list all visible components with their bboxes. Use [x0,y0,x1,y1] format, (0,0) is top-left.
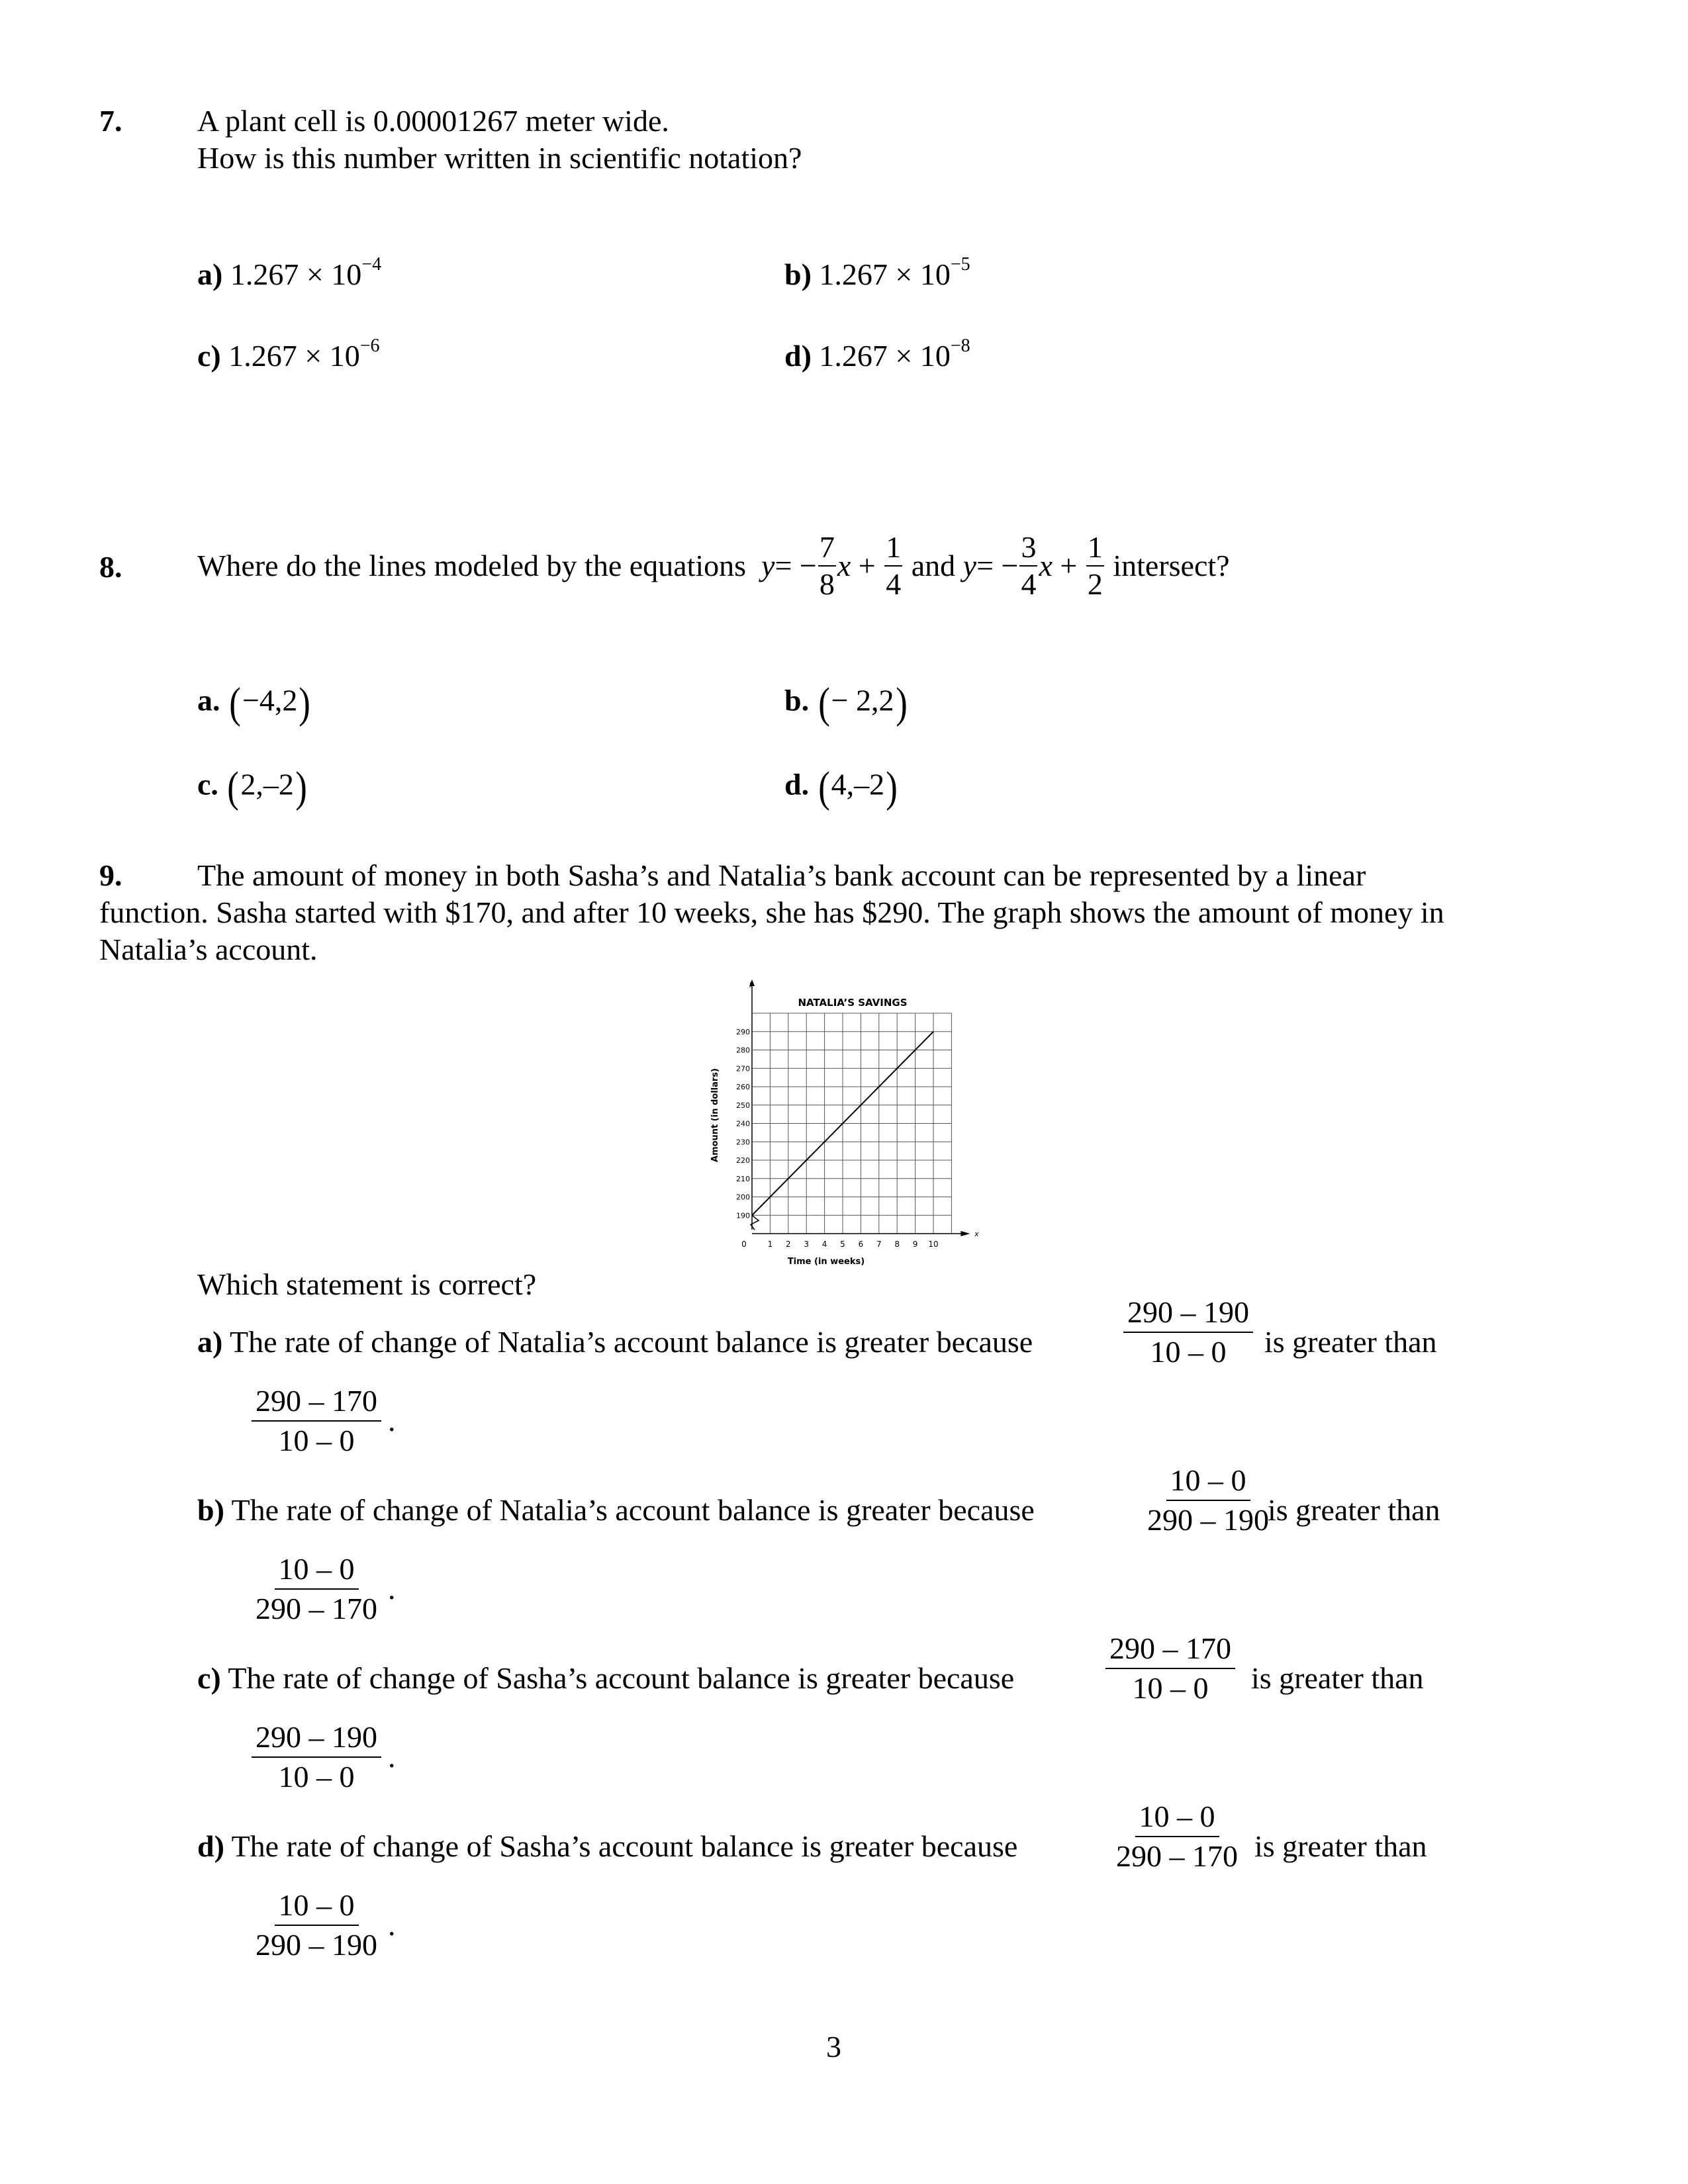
x-tick-label: 10 [928,1240,939,1249]
y-tick-label: 200 [736,1193,750,1202]
fraction-2 [245,1890,396,1960]
chart-title: NATALIA’S SAVINGS [798,997,908,1009]
x-tick-label: 6 [858,1240,864,1249]
y-tick-label: 280 [736,1046,750,1055]
numerator: 10 – 0 [275,1890,359,1926]
q9-number: 9. [99,858,122,892]
y-tick-label: 190 [736,1211,750,1220]
option-text: The rate of change of Natalia’s account balance is greater because [231,1493,1035,1527]
x-axis-arrow [961,1231,970,1236]
period: . [388,1404,396,1437]
var-x: x [837,549,851,582]
q7-option-d[interactable] [784,336,970,373]
option-text: The rate of change of Natalia’s account balance is greater because [230,1325,1033,1359]
y-tick-label: 250 [736,1101,750,1110]
option-exponent: −6 [359,336,380,356]
q9-line2: function. Sasha started with $170, and after 10 weeks, she has $290. The graph shows the amount of money in [99,895,1444,929]
plus: + [1052,549,1085,582]
denominator: 4 [886,567,902,601]
option-label: d) [784,339,812,373]
q8-number: 8. [99,550,122,584]
option-label: a. [197,683,220,717]
y-tick-label: 240 [736,1119,750,1128]
option-value: −4,2 [242,683,298,717]
page-number: 3 [826,2030,841,2064]
q7-number: 7. [99,104,122,138]
numerator: 1 [884,532,902,567]
plus: + [851,549,884,582]
denominator: 2 [1087,567,1103,601]
denominator: 10 – 0 [1132,1671,1209,1705]
option-label: c. [197,767,218,801]
option-exponent: −5 [950,254,970,275]
option-exponent: −8 [950,336,970,356]
q7-option-c[interactable] [197,336,380,373]
denominator: 8 [819,567,835,601]
suffix-text: intersect? [1113,549,1230,582]
q7-option-a[interactable] [197,254,382,291]
numerator: 3 [1019,532,1037,567]
x-tick-label: 8 [894,1240,900,1249]
numerator: 7 [818,532,836,567]
option-label: b) [197,1493,224,1527]
option-label: d) [197,1829,224,1863]
x-axis-label: Time (in weeks) [787,1257,865,1267]
period: . [388,1908,396,1942]
option-exponent: −4 [361,254,382,275]
q7-option-b[interactable] [784,254,970,291]
denominator: 290 – 190 [256,1928,377,1962]
x-tick-label: 9 [912,1240,918,1249]
q7-line1: A plant cell is 0.00001267 meter wide. [197,104,669,138]
x-axis-letter: x [974,1230,979,1238]
numerator: 10 – 0 [1166,1465,1250,1501]
y-tick-label: 270 [736,1064,750,1073]
q9-line3: Natalia’s account. [99,933,318,966]
y-tick-label: 220 [736,1156,750,1165]
denominator: 10 – 0 [1150,1335,1227,1369]
x-tick-label: 5 [840,1240,845,1249]
denominator: 10 – 0 [278,1760,355,1794]
q8-prompt-text: Where do the lines modeled by the equations [197,549,747,582]
q8-option-c[interactable]: c. (2,–2) [197,763,307,811]
period: . [388,1740,396,1774]
option-value: 2,–2 [240,767,294,801]
option-label: a) [197,257,223,291]
denominator: 290 – 190 [1147,1503,1269,1537]
numerator: 10 – 0 [1135,1801,1219,1837]
denominator: 4 [1021,567,1037,601]
q8-option-b[interactable]: b. (− 2,2) [784,679,908,727]
fraction-2 [245,1386,396,1456]
x-tick-label: 7 [876,1240,882,1249]
comparison-text: is greater than [1264,1325,1437,1359]
option-value: − 2,2 [831,683,894,717]
numerator: 10 – 0 [275,1554,359,1590]
q8-option-a[interactable]: a. (−4,2) [197,679,311,727]
x-tick-label: 4 [821,1240,827,1249]
x-tick-label: 2 [785,1240,791,1249]
origin-label: 0 [741,1240,747,1249]
y-tick-label: 230 [736,1138,750,1147]
numerator: 290 – 170 [1105,1633,1235,1669]
numerator: 290 – 190 [252,1722,381,1758]
q8-prompt [197,523,1230,609]
denominator: 290 – 170 [1116,1839,1238,1873]
option-base: 1.267 × 10 [228,339,360,373]
period: . [388,1572,396,1606]
q9-option-b[interactable] [197,1495,1035,1525]
option-base: 1.267 × 10 [819,257,951,291]
y-axis-label: Amount (in dollars) [710,1068,720,1162]
y-axis-letter: y [749,981,753,988]
fraction-2 [245,1554,396,1624]
option-label: c) [197,1661,221,1695]
fraction-1 [1105,1801,1248,1872]
equals-minus: = − [774,549,817,582]
option-label: b. [784,683,810,717]
y-tick-label: 210 [736,1174,750,1183]
fraction [1019,532,1037,600]
option-text: The rate of change of Sasha’s account balance is greater because [231,1829,1018,1863]
numerator: 1 [1086,532,1104,567]
option-text: The rate of change of Sasha’s account balance is greater because [228,1661,1015,1695]
q9-option-d[interactable] [197,1831,1017,1862]
option-label: d. [784,767,810,801]
denominator: 290 – 170 [256,1592,377,1625]
x-tick-label: 3 [804,1240,810,1249]
numerator: 290 – 190 [1123,1297,1253,1333]
numerator: 290 – 170 [252,1386,381,1422]
y-tick-label: 290 [736,1027,750,1036]
comparison-text: is greater than [1268,1493,1440,1527]
var-y: y [962,549,977,582]
option-label: a) [197,1325,223,1359]
q9-line1: The amount of money in both Sasha’s and Natalia’s bank account can be represented by a linear [197,858,1366,892]
fraction [818,532,836,600]
equals-minus: = − [976,549,1019,582]
q9-option-c[interactable] [197,1663,1014,1694]
comparison-text: is greater than [1251,1661,1424,1695]
natalia-savings-chart [688,966,993,1271]
x-tick-label: 1 [767,1240,773,1249]
and-text: and [911,549,956,582]
q9-option-a[interactable] [197,1327,1033,1357]
fraction-1 [1099,1633,1242,1704]
denominator: 10 – 0 [278,1424,355,1457]
fraction [884,532,902,600]
q9-question: Which statement is correct? [197,1267,537,1301]
y-tick-label: 260 [736,1083,750,1091]
option-value: 4,–2 [831,767,885,801]
q8-option-d[interactable]: d. (4,–2) [784,763,898,811]
q7-line2: How is this number written in scientific notation? [197,141,802,175]
var-x: x [1039,549,1053,582]
var-y: y [761,549,775,582]
fraction-1 [1137,1465,1280,1535]
comparison-text: is greater than [1254,1829,1427,1863]
option-base: 1.267 × 10 [230,257,362,291]
option-label: c) [197,339,221,373]
fraction [1086,532,1104,600]
option-base: 1.267 × 10 [819,339,951,373]
option-label: b) [784,257,812,291]
fraction-1 [1117,1297,1260,1367]
fraction-2 [245,1722,396,1792]
